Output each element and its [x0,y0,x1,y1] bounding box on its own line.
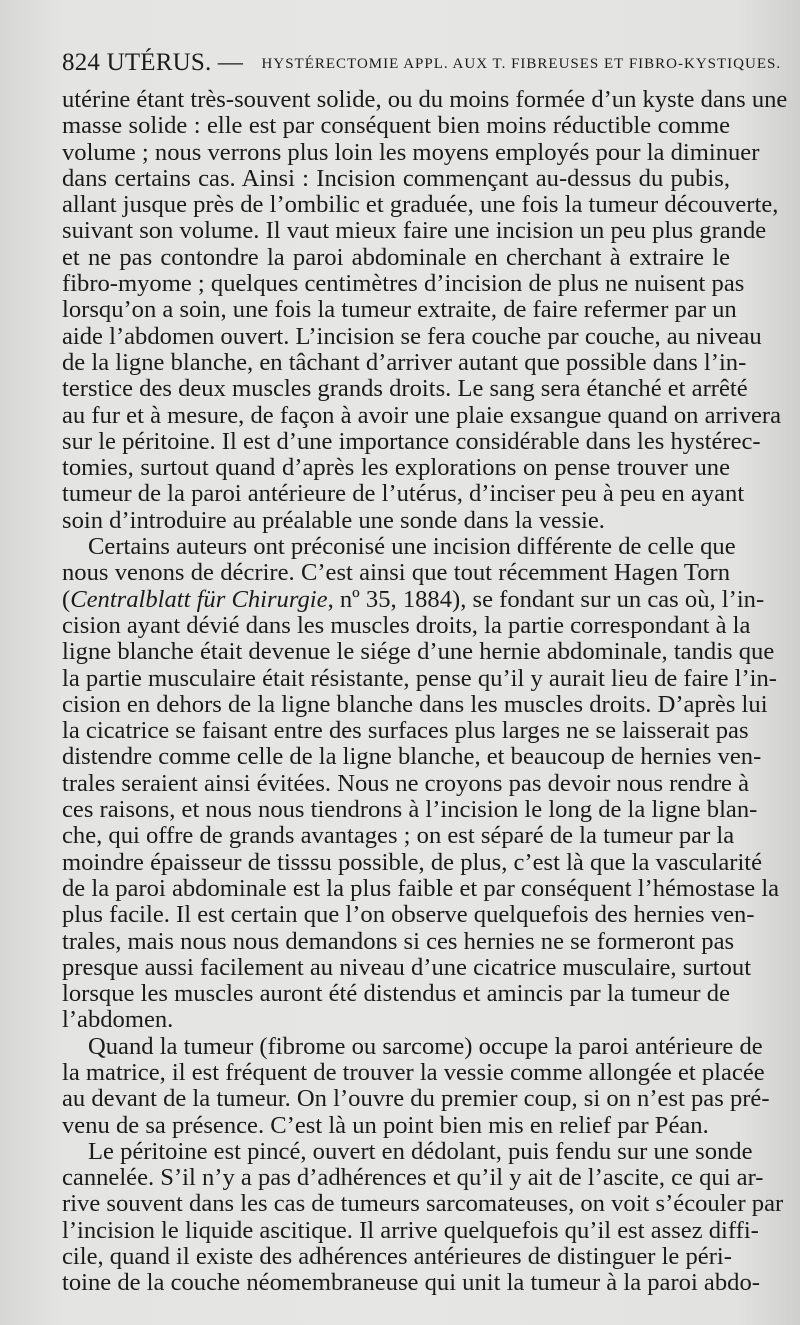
body-text [62,86,788,1297]
text-line: sur le péritoine. Il est d’une importance considérable dans les hystérec- [62,427,761,455]
text-line: cision ayant dévié dans les muscles droits, la partie correspondant à la [62,611,751,639]
page-number: 824 [62,49,101,76]
section-title: UTÉRUS. — [106,49,244,76]
text-line: l’abdomen. [62,1006,174,1034]
text-line: venu de sa présence. C’est là un point bien mis en relief par Péan. [62,1111,709,1139]
text-line: toine de la couche néomembraneuse qui unit la tumeur à la paroi abdo- [62,1269,760,1297]
paragraph [62,1032,770,1139]
running-header [62,48,782,79]
text-line: terstice des deux muscles grands droits. Le sang sera étanché et arrêté [62,375,748,403]
text-line: cannelée. S’il n’y a pas d’adhérences et qu’il y ait de l’ascite, ce qui ar- [62,1164,764,1192]
text-line: lorsque les muscles auront été distendus et amincis par la tumeur de [62,980,730,1008]
running-title: HYSTÉRECTOMIE APPL. AUX T. FIBREUSES ET FIBRO-KYSTIQUES. [261,56,782,72]
text-line: moindre épaisseur de tisssu possible, de plus, c’est là que la vascularité [62,848,763,876]
text-line: (Centralblatt für Chirurgie, nº 35, 1884), se fondant sur un cas où, l’in- [62,585,765,613]
text-line: cile, quand il existe des adhérences antérieures de distinguer le péri- [62,1243,732,1271]
text-line: utérine étant très-souvent solide, ou du moins formée d’un kyste dans une [62,86,788,113]
text-line: aide l’abdomen ouvert. L’incision se fera couche par couche, au niveau [62,322,762,350]
text-line: la cicatrice se faisant entre des surfaces plus larges ne se laisserait pas [62,717,749,745]
paragraph [62,533,780,1034]
text-line: nous venons de décrire. C’est ainsi que tout récemment Hagen Torn [62,559,730,587]
text-line: au devant de la tumeur. On l’ouvre du premier coup, si on n’est pas pré- [62,1085,770,1113]
text-line: tomies, surtout quand d’après les explorations on pense trouver une [62,454,730,482]
text-line: fibro-myome ; quelques centimètres d’incision de plus ne nuisent pas [62,270,745,298]
text-line: trales, mais nous nous demandons si ces hernies ne se formeront pas [62,927,735,955]
text-line: Quand la tumeur (fibrome ou sarcome) occupe la paroi antérieure de [88,1032,763,1060]
text-line: presque aussi facilement au niveau d’une cicatrice musculaire, surtout [62,953,752,981]
text-line: distendre comme celle de la ligne blanche, et beaucoup de hernies ven- [62,743,762,771]
text-line: Le péritoine est pincé, ouvert en dédolant, puis fendu sur une sonde [88,1137,753,1165]
text-line: masse solide : elle est par conséquent bien moins réductible comme [62,112,730,140]
text-line: Certains auteurs ont préconisé une incision différente de celle que [88,533,736,561]
text-line: che, qui offre de grands avantages ; on est séparé de la tumeur par la [62,822,735,850]
text-line: plus facile. Il est certain que l’on observe quelquefois des hernies ven- [62,901,755,929]
text-line: tumeur de la paroi antérieure de l’utérus, d’inciser peu à peu en ayant [62,480,745,508]
text-line: lorsqu’on a soin, une fois la tumeur extraite, de faire refermer par un [62,296,737,324]
text-line: ces raisons, et nous nous tiendrons à l’incision le long de la ligne blan- [62,796,758,824]
paragraph [62,1137,784,1297]
text-line: soin d’introduire au préalable une sonde dans la vessie. [62,506,605,534]
text-line: trales seraient ainsi évitées. Nous ne croyons pas devoir nous rendre à [62,769,750,797]
text-line: de la ligne blanche, en tâchant d’arriver autant que possible dans l’in- [62,348,747,376]
text-line: suivant son volume. Il vaut mieux faire une incision un peu plus grande [62,217,767,245]
text-line: l’incision le liquide ascitique. Il arrive quelquefois qu’il est assez diffi- [62,1216,759,1244]
text-line: cision en dehors de la ligne blanche dans les muscles droits. D’après lui [62,690,768,718]
text-line: volume ; nous verrons plus loin les moyens employés pour la diminuer [62,138,760,166]
text-line: la partie musculaire était résistante, pense qu’il y aurait lieu de faire l’in- [62,664,777,692]
text-line: rive souvent dans les cas de tumeurs sarcomateuses, on voit s’écouler par [62,1190,784,1218]
paragraph [62,86,788,534]
text-line: et ne pas contondre la paroi abdominale en cherchant à extraire le [62,243,730,271]
text-line: la matrice, il est fréquent de trouver la vessie comme allongée et placée [62,1058,765,1086]
text-line: au fur et à mesure, de façon à avoir une plaie exsangue quand on arrivera [62,401,782,429]
text-line: de la paroi abdominale est la plus faible et par conséquent l’hémostase la [62,874,780,902]
text-line: allant jusque près de l’ombilic et graduée, une fois la tumeur découverte, [62,191,779,219]
text-line: ligne blanche était devenue le siége d’une hernie abdominale, tandis que [62,638,775,666]
text-line: dans certains cas. Ainsi : Incision commençant au-dessus du pubis, [62,164,730,192]
